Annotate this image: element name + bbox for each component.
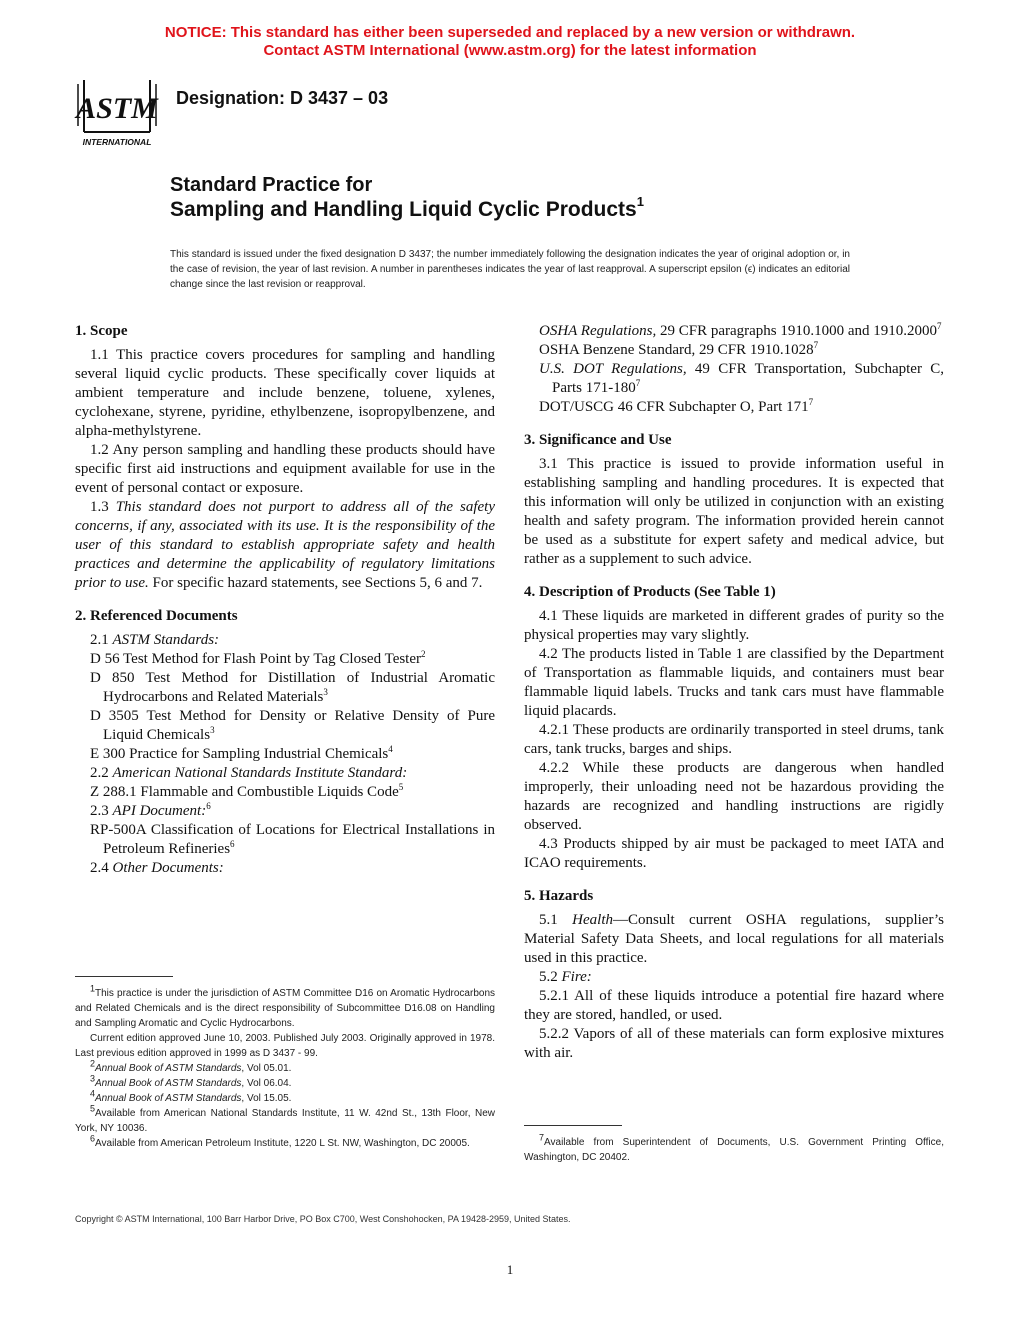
para-5-2 [524,968,944,987]
footnote-rule-left [75,976,173,977]
para-3-1: 3.1 This practice is issued to provide information useful in establishing sampling and handling procedures. It is expected that this information will only be utilized in conjunction with an existing health and safety program. The information provided herein cannot be used as a substitute for expert safety and medical advice, but rather as a supplement to such advice. [524,456,944,567]
footnote-3-text: , Vol 06.04. [241,1078,292,1089]
ref-benzene [524,341,944,360]
section-5-heading: 5. Hazards [524,888,594,904]
copyright: Copyright © ASTM International, 100 Barr Harbor Drive, PO Box C700, West Conshohocken, PA 19428-2959, United States. [75,1214,571,1224]
ref-2-1-label: ASTM Standards: [112,632,220,648]
ref-2-1 [75,631,495,650]
ref-2-3-fn: 6 [206,801,211,811]
ref-d850 [75,669,495,707]
footnote-2-italic: Annual Book of ASTM Standards [95,1063,242,1074]
footnote-7 [524,1132,944,1165]
ref-2-1-number: 2.1 [90,632,109,648]
footnote-1-text: This practice is under the jurisdiction of ASTM Committee D16 on Aromatic Hydrocarbons and Related Chemicals and is the direct responsibility of Subcommittee D16.08 on Handling and Sampling Aromatic and Cyclic Hydrocarbons. [75,988,495,1029]
footnote-4-mark: 4 [90,1088,96,1099]
ref-2-3 [75,802,495,821]
ref-2-4 [75,859,495,878]
para-5-1-text: —Consult current OSHA regulations, supplier’s Material Safety Data Sheets, and local regulations for all materials used in this practice. [524,912,945,966]
footnote-2-mark: 2 [90,1058,96,1069]
ref-dot-text: 49 CFR Transportation, Subchapter C, Parts 171-180 [552,361,944,396]
footnote-1 [75,983,495,1031]
footnote-6 [75,1133,495,1151]
para-4-1: 4.1 These liquids are marketed in different grades of purity so the physical properties may vary slightly. [524,608,944,643]
footnote-6-text: Available from American Petroleum Institute, 1220 L St. NW, Washington, DC 20005. [95,1138,470,1149]
ref-z288-fn: 5 [398,782,404,792]
ref-d56 [75,650,495,669]
ref-uscg-fn: 7 [808,397,814,407]
ref-osha [524,322,944,341]
para-5-2-number: 5.2 [539,969,558,985]
ref-d3505-text: D 3505 Test Method for Density or Relative Density of Pure Liquid Chemicals [90,708,495,743]
ref-osha-fn: 7 [937,321,942,331]
notice-line-2: Contact ASTM International (www.astm.org) for the latest information [263,42,757,59]
footnote-3 [75,1073,495,1091]
ref-d3505-fn: 3 [210,725,215,735]
ref-2-3-label: API Document: [112,803,207,819]
ref-rp500 [75,821,495,859]
footnote-1-edition: Current edition approved June 10, 2003. Published July 2003. Originally approved in 1978. Last previous edition approved in 1999 as D 3437 - 99. [75,1033,495,1059]
footnote-5-mark: 5 [90,1103,96,1114]
ref-e300-fn: 4 [388,744,393,754]
ref-osha-label: OSHA Regulations, [539,323,657,339]
ref-osha-text: 29 CFR paragraphs 1910.1000 and 1910.2000 [659,323,938,339]
section-2-heading: 2. Referenced Documents [75,608,238,624]
notice-line-1: NOTICE: This standard has either been superseded and replaced by a new version or withdrawn. [164,24,856,41]
title-line-2 [170,194,644,222]
para-1-3-number: 1.3 [90,499,109,515]
footnote-4 [75,1088,495,1106]
ref-benzene-fn: 7 [813,340,819,350]
para-1-3-italic: This standard does not purport to address all of the safety concerns, if any, associated with its use. It is the responsibility of the user of this standard to establish appropriate safety and health practices and determine the applicability of regulatory limitations prior to use. [75,499,496,591]
ref-2-2 [75,764,495,783]
para-4-2: 4.2 The products listed in Table 1 are classified by the Department of Transportation as flammable liquids, and containers must bear flammable liquid labels. Trucks and tank cars must have flammable liquid placards. [524,646,944,719]
ref-2-2-number: 2.2 [90,765,109,781]
ref-2-2-label: American National Standards Institute Standard: [112,765,408,781]
ref-d56-text: D 56 Test Method for Flash Point by Tag Closed Tester [90,651,422,667]
ref-2-4-number: 2.4 [90,860,109,876]
para-5-1-number: 5.1 [539,912,558,928]
footnote-4-italic: Annual Book of ASTM Standards [95,1093,242,1104]
title-footnote-mark: 1 [636,194,644,209]
ref-d56-fn: 2 [421,649,426,659]
para-5-2-1: 5.2.1 All of these liquids introduce a potential fire hazard where they are stored, handled, or used. [524,988,944,1023]
ref-e300-text: E 300 Practice for Sampling Industrial Chemicals [90,746,389,762]
section-1-heading: 1. Scope [75,323,128,339]
para-1-3 [75,498,495,593]
footnote-5-text: Available from American National Standards Institute, 11 W. 42nd St., 13th Floor, New York, NY 10036. [75,1108,495,1134]
ref-d850-text: D 850 Test Method for Distillation of Industrial Aromatic Hydrocarbons and Related Materials [90,670,495,705]
footnote-6-mark: 6 [90,1133,96,1144]
left-column [75,322,495,878]
ref-benzene-text: OSHA Benzene Standard, 29 CFR 1910.1028 [539,342,814,358]
ref-z288 [75,783,495,802]
ref-2-4-label: Other Documents: [112,860,224,876]
para-5-1-label: Health [572,912,613,928]
footnote-1-mark: 1 [90,983,96,994]
page-number: 1 [506,1262,514,1277]
designation: Designation: D 3437 – 03 [176,88,389,108]
ref-rp500-fn: 6 [230,839,235,849]
ref-rp500-text: RP-500A Classification of Locations for Electrical Installations in Petroleum Refineries [90,822,495,857]
footnotes-left [75,983,495,1151]
ref-uscg-text: DOT/USCG 46 CFR Subchapter O, Part 171 [539,399,809,415]
footnote-2-text: , Vol 05.01. [241,1063,292,1074]
right-column [524,322,944,1063]
para-1-2: 1.2 Any person sampling and handling these products should have specific first aid instructions and equipment available for use in the event of personal contact or exposure. [75,442,495,496]
ref-dot [524,360,944,398]
para-1-1: 1.1 This practice covers procedures for sampling and handling several liquid cyclic products. These specifically cover liquids at ambient temperature and include benzene, toluene, xylenes, cyclohexane, styrene, pyridine, ethylbenzene, isopropylbenzene, and alpha-methylstyrene. [75,347,495,439]
standard-intro: This standard is issued under the fixed designation D 3437; the number immediately following the designation indicates the year of original adoption or, in the case of revision, the year of last revision. A number in parentheses indicates the year of last reapproval. A superscript epsilon (ϵ) indicates an editorial change since the last revision or reapproval. [170,249,850,290]
footnote-2 [75,1058,495,1076]
footnote-rule-right [524,1125,622,1126]
ref-z288-text: Z 288.1 Flammable and Combustible Liquids Code [90,784,399,800]
para-1-3-rest: For specific hazard statements, see Sections 5, 6 and 7. [152,575,483,591]
astm-logo [74,78,160,150]
title-line-1: Standard Practice for [170,174,373,196]
para-5-2-2: 5.2.2 Vapors of all of these materials can form explosive mixtures with air. [524,1026,944,1061]
ref-uscg [524,398,944,417]
ref-dot-label: U.S. DOT Regulations, [539,361,687,377]
section-3-heading: 3. Significance and Use [524,432,672,448]
para-5-1 [524,911,944,968]
ref-2-3-number: 2.3 [90,803,109,819]
ref-dot-fn: 7 [635,378,641,388]
ref-e300 [75,745,495,764]
logo-text: ASTM [76,92,158,125]
logo-subtext: INTERNATIONAL [82,137,152,147]
footnote-4-text: , Vol 15.05. [241,1093,292,1104]
footnote-7-text: Available from Superintendent of Documents, U.S. Government Printing Office, Washington, DC 20402. [524,1137,944,1163]
section-4-heading: 4. Description of Products (See Table 1) [524,584,776,600]
para-5-2-label: Fire: [561,969,592,985]
footnotes-right [524,1132,944,1165]
para-4-2-2: 4.2.2 While these products are dangerous when handled improperly, their unloading need not be hazardous providing the hazards are recognized and handling instructions are rigidly observed. [524,760,944,833]
para-4-3: 4.3 Products shipped by air must be packaged to meet IATA and ICAO requirements. [524,836,944,871]
ref-d850-fn: 3 [323,687,328,697]
footnote-7-mark: 7 [539,1132,545,1143]
astm-logo-mark [74,78,160,150]
footnote-3-italic: Annual Book of ASTM Standards [95,1078,242,1089]
footnote-3-mark: 3 [90,1073,96,1084]
para-4-2-1: 4.2.1 These products are ordinarily transported in steel drums, tank cars, tank trucks, barges and ships. [524,722,944,757]
footnote-5 [75,1103,495,1136]
supersede-notice [0,24,1020,60]
title-main: Sampling and Handling Liquid Cyclic Products [170,198,637,221]
ref-d3505 [75,707,495,745]
